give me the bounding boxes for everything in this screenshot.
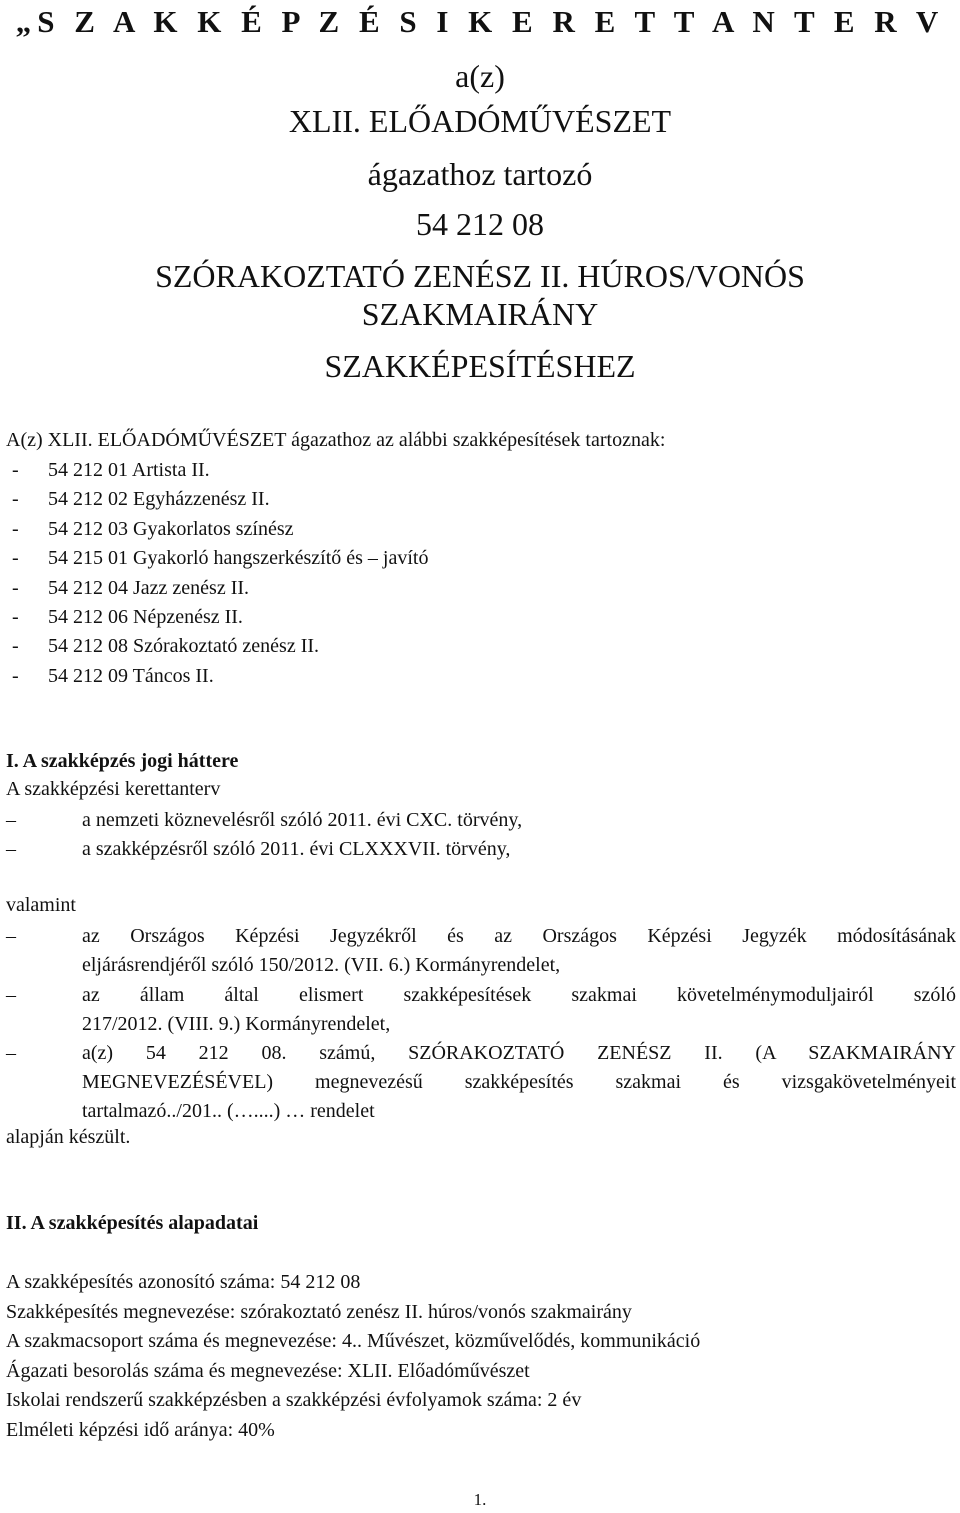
list-item: - 54 212 06 Népzenész II. (12, 605, 243, 628)
list-item: - 54 212 04 Jazz zenész II. (12, 576, 250, 599)
valamint-text: valamint (6, 894, 76, 916)
intro-text: A(z) XLII. ELŐADÓMŰVÉSZET ágazathoz az alábbi szakképesítések tartoznak: (6, 429, 666, 451)
section-2-heading: II. A szakképesítés alapadatai (6, 1212, 259, 1234)
section-1-subtitle: A szakképzési kerettanterv (6, 778, 221, 800)
qualification-list (6, 456, 428, 691)
title-line-branch: SZAKMAIRÁNY (361, 296, 599, 332)
closing-text: alapján készült. (6, 1126, 131, 1148)
data-line: Elméleti képzési idő aránya: 40% (6, 1418, 275, 1441)
title-line-sector: XLII. ELŐADÓMŰVÉSZET (288, 103, 672, 139)
list-item: - 54 212 09 Táncos II. (12, 664, 214, 687)
law-item: – az állam által elismert szakképesítések szakmai követelménymoduljairól szóló 217/2012. (VIII. 9.) Kormányrendelet, (6, 984, 956, 1035)
title-line-name: SZÓRAKOZTATÓ ZENÉSZ II. HÚROS/VONÓS (155, 258, 805, 294)
law-item: – az Országos Képzési Jegyzékről és az Országos Képzési Jegyzék módosításának eljárásrendjéről szóló 150/2012. (VII. 6.) Kormányrendelet, (6, 925, 956, 976)
section-1-heading: I. A szakképzés jogi háttere (6, 750, 239, 772)
title-line-belongs: ágazathoz tartozó (367, 156, 593, 192)
law-item: – a nemzeti köznevelésről szóló 2011. évi CXC. törvény, (6, 809, 523, 831)
title-line-qualification: SZAKKÉPESÍTÉSHEZ (324, 348, 636, 384)
list-item: - 54 212 08 Szórakoztató zenész II. (12, 635, 320, 658)
law-item: – a szakképzésről szóló 2011. évi CLXXXVII. törvény, (6, 838, 511, 860)
data-line: Iskolai rendszerű szakképzésben a szakképzési évfolyamok száma: 2 év (6, 1389, 582, 1411)
title-line-az: a(z) (455, 58, 505, 94)
list-item: - 54 212 03 Gyakorlatos színész (12, 517, 294, 540)
data-line: Ágazati besorolás száma és megnevezése: XLII. Előadóművészet (6, 1359, 530, 1382)
document-title: „S Z A K K É P Z É S I K E R E T T A N T E R V (15, 4, 945, 39)
basic-data-list (6, 1268, 700, 1445)
title-line-code: 54 212 08 (416, 206, 544, 242)
law-item: – a(z) 54 212 08. számú, SZÓRAKOZTATÓ ZENÉSZ II. (A SZAKMAIRÁNY MEGNEVEZÉSÉVEL) megnevezésű szakképesítés szakmai és vizsgakövetelményeit tartalmazó../201.. (…....) … rendelet (6, 1042, 956, 1122)
list-item: - 54 212 01 Artista II. (12, 459, 210, 481)
list-item: - 54 215 01 Gyakorló hangszerkészítő és – javító (12, 547, 429, 570)
data-line: Szakképesítés megnevezése: szórakoztató zenész II. húros/vonós szakmairány (6, 1300, 632, 1323)
page-number: 1. (473, 1490, 487, 1509)
data-line: A szakképesítés azonosító száma: 54 212 08 (6, 1271, 361, 1293)
list-item: - 54 212 02 Egyházzenész II. (12, 488, 270, 511)
data-line: A szakmacsoport száma és megnevezése: 4.. Művészet, közművelődés, kommunikáció (6, 1330, 701, 1352)
